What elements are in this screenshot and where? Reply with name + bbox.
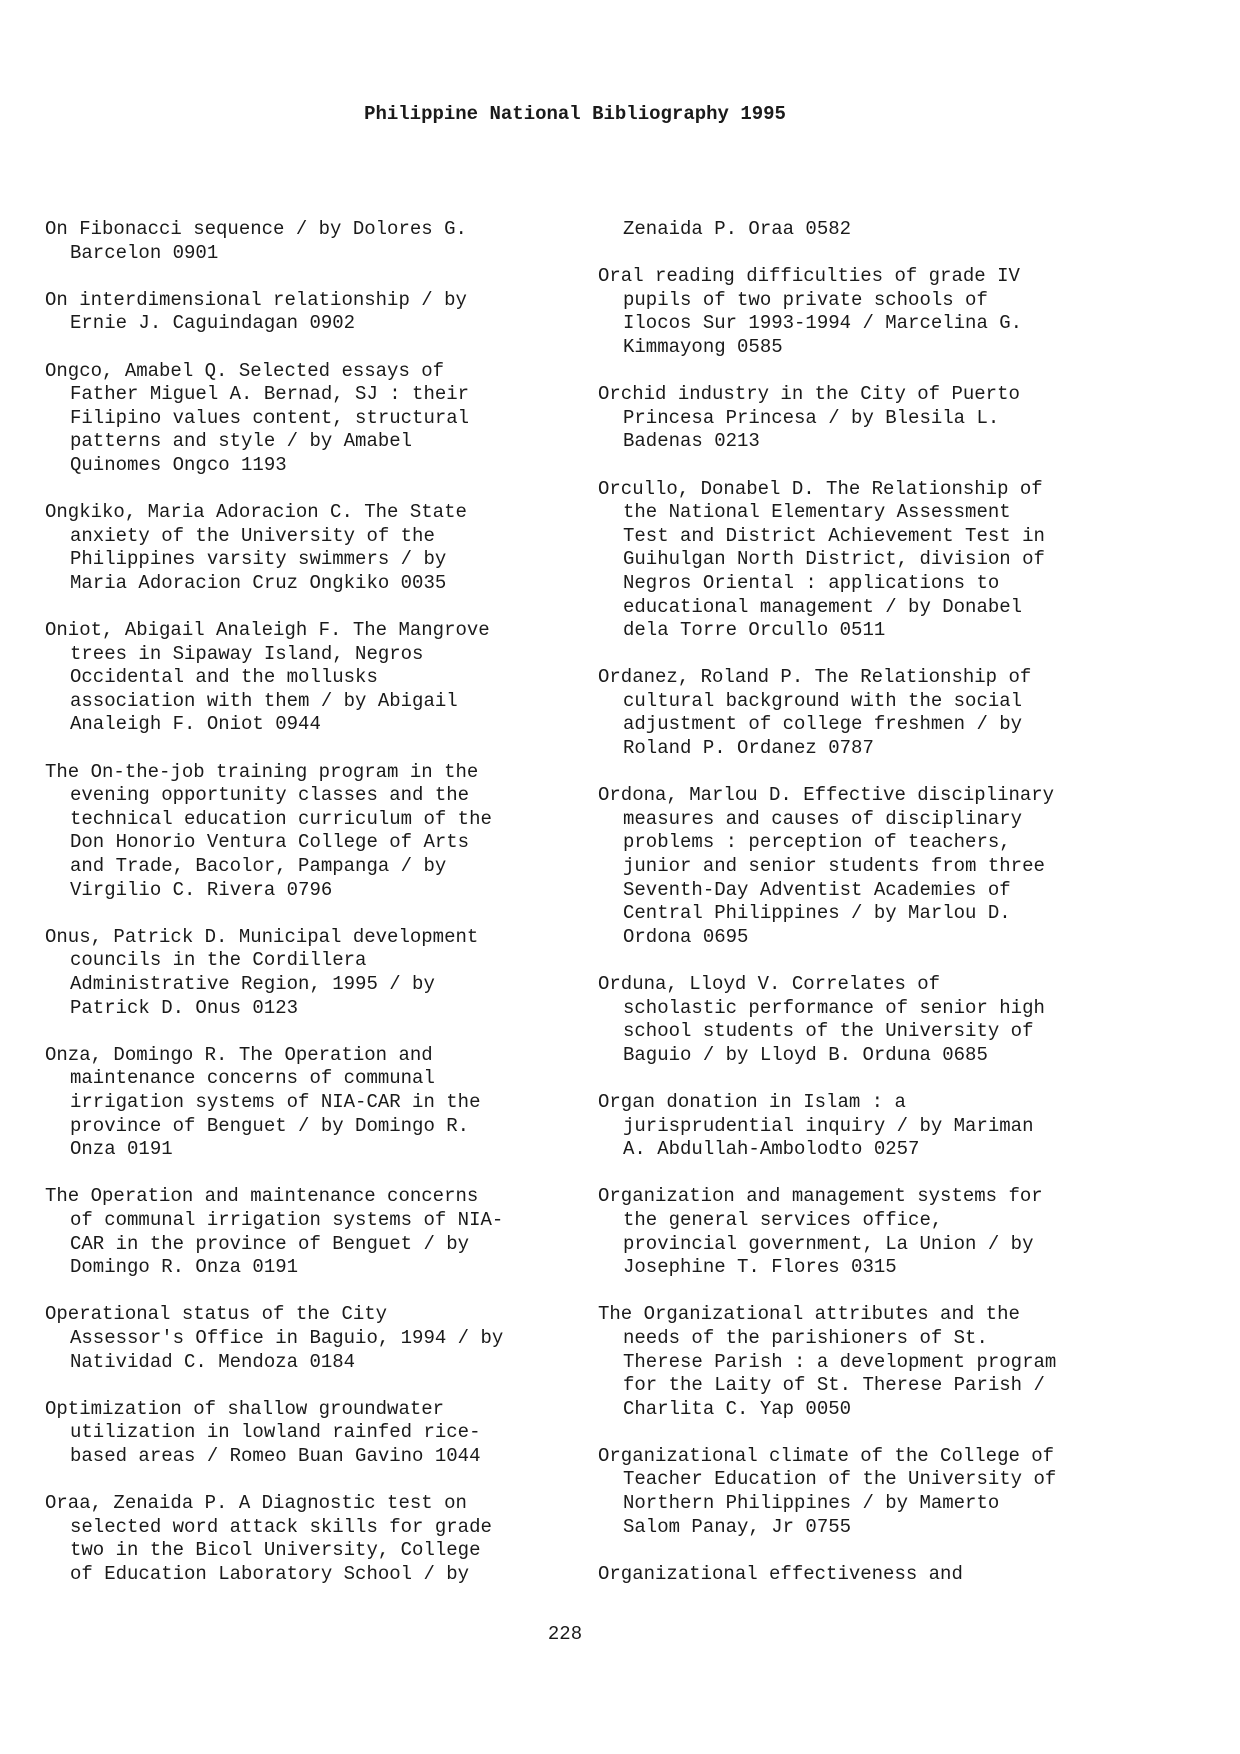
bibliography-entry bbox=[598, 383, 1138, 454]
entry-continuation-line: of communal irrigation systems of NIA- bbox=[70, 1208, 504, 1231]
entry-continuation-line: the National Elementary Assessment bbox=[623, 501, 1011, 524]
entry-heading-line: Ongkiko, Maria Adoracion C. The State bbox=[45, 501, 467, 524]
entry-heading-line: Organ donation in Islam : a bbox=[598, 1090, 906, 1113]
entry-continuation-line: Ordona 0695 bbox=[623, 925, 749, 948]
entry-continuation-line: Salom Panay, Jr 0755 bbox=[623, 1515, 852, 1538]
entry-continuation-line: educational management / by Donabel bbox=[623, 595, 1023, 618]
page-number: 228 bbox=[547, 1623, 583, 1645]
bibliography-entry bbox=[45, 1044, 585, 1162]
entry-continuation-line: for the Laity of St. Therese Parish / bbox=[623, 1374, 1045, 1397]
entry-continuation-line: anxiety of the University of the bbox=[70, 524, 435, 547]
entry-continuation-line: Don Honorio Ventura College of Arts bbox=[70, 831, 470, 854]
entry-heading-line: The Operation and maintenance concerns bbox=[45, 1185, 479, 1208]
bibliography-entry bbox=[598, 666, 1138, 760]
entry-continuation-line: provincial government, La Union / by bbox=[623, 1232, 1034, 1255]
bibliography-entry bbox=[598, 1185, 1138, 1279]
entry-continuation-line: Administrative Region, 1995 / by bbox=[70, 973, 435, 995]
bibliography-entry bbox=[598, 1445, 1138, 1539]
entry-continuation-line: utilization in lowland rainfed rice- bbox=[70, 1421, 481, 1444]
bibliography-entry bbox=[598, 1563, 1138, 1587]
entry-continuation-line: Kimmayong 0585 bbox=[623, 335, 783, 358]
entry-continuation-line: junior and senior students from three bbox=[623, 855, 1045, 878]
entry-continuation-line: jurisprudential inquiry / by Mariman bbox=[623, 1114, 1034, 1137]
entry-continuation-line: Negros Oriental : applications to bbox=[623, 571, 1000, 594]
bibliography-entry bbox=[45, 1492, 585, 1586]
entry-continuation-line: Ernie J. Caguindagan 0902 bbox=[70, 312, 356, 335]
entry-continuation-line: needs of the parishioners of St. bbox=[623, 1326, 988, 1349]
entry-continuation-line: problems : perception of teachers, bbox=[623, 831, 1011, 854]
entry-continuation-line: Quinomes Ongco 1193 bbox=[70, 453, 287, 476]
entry-continuation-line: Charlita C. Yap 0050 bbox=[623, 1397, 852, 1420]
bibliography-column-left bbox=[45, 218, 585, 1610]
entry-heading-line: Ordona, Marlou D. Effective disciplinary bbox=[598, 784, 1055, 807]
entry-heading-line: Organization and management systems for bbox=[598, 1185, 1043, 1208]
bibliography-entry bbox=[598, 1091, 1138, 1162]
entry-heading-line: Ongco, Amabel Q. Selected essays of bbox=[45, 359, 445, 382]
entry-heading-line: Orchid industry in the City of Puerto bbox=[598, 383, 1020, 406]
entry-continuation-line: patterns and style / by Amabel bbox=[70, 430, 413, 453]
entry-continuation-line: Patrick D. Onus 0123 bbox=[70, 996, 299, 1019]
bibliography-entry bbox=[45, 501, 585, 595]
entry-continuation-line: technical education curriculum of the bbox=[70, 807, 492, 830]
entry-continuation-line: Northern Philippines / by Mamerto bbox=[623, 1492, 1000, 1515]
entry-continuation-line: Filipino values content, structural bbox=[70, 406, 470, 429]
entry-heading-line: Ordanez, Roland P. The Relationship of bbox=[598, 666, 1032, 689]
entry-continuation-line: school students of the University of bbox=[623, 1020, 1034, 1043]
bibliography-entry bbox=[598, 973, 1138, 1067]
entry-heading-line: Organizational climate of the College of bbox=[598, 1444, 1055, 1467]
entry-continuation-line: two in the Bicol University, College bbox=[70, 1539, 481, 1562]
entry-heading-line: Orcullo, Donabel D. The Relationship of bbox=[598, 477, 1043, 500]
entry-heading-line: Oraa, Zenaida P. A Diagnostic test on bbox=[45, 1492, 467, 1515]
entry-continuation-line: dela Torre Orcullo 0511 bbox=[623, 619, 886, 642]
entry-continuation-line: Roland P. Ordanez 0787 bbox=[623, 737, 874, 760]
bibliography-entry bbox=[45, 218, 585, 265]
entry-continuation-line: Analeigh F. Oniot 0944 bbox=[70, 713, 321, 736]
entry-continuation-line: selected word attack skills for grade bbox=[70, 1515, 492, 1538]
entry-continuation-line: A. Abdullah-Ambolodto 0257 bbox=[623, 1138, 920, 1161]
bibliography-entry bbox=[45, 619, 585, 737]
entry-continuation-line: Therese Parish : a development program bbox=[623, 1350, 1057, 1373]
entry-continuation-line: Central Philippines / by Marlou D. bbox=[623, 902, 1011, 925]
entry-heading-line: Onza, Domingo R. The Operation and bbox=[45, 1043, 433, 1066]
entry-continuation-line: Virgilio C. Rivera 0796 bbox=[70, 878, 333, 901]
entry-heading-line: Oral reading difficulties of grade IV bbox=[598, 265, 1020, 288]
entry-continuation-line: based areas / Romeo Buan Gavino 1044 bbox=[70, 1444, 481, 1467]
bibliography-entry bbox=[598, 1303, 1138, 1421]
bibliography-entry bbox=[45, 1398, 585, 1469]
bibliography-entry bbox=[598, 784, 1138, 949]
bibliography-column-right bbox=[598, 218, 1138, 1610]
entry-continuation-line: Seventh-Day Adventist Academies of bbox=[623, 878, 1011, 901]
bibliography-entry bbox=[45, 1185, 585, 1279]
bibliography-entry bbox=[45, 289, 585, 336]
entry-continuation-line: Zenaida P. Oraa 0582 bbox=[623, 218, 852, 240]
entry-continuation-line: Philippines varsity swimmers / by bbox=[70, 548, 447, 571]
entry-continuation-line: measures and causes of disciplinary bbox=[623, 807, 1023, 830]
bibliography-entry bbox=[45, 761, 585, 903]
entry-continuation-line: evening opportunity classes and the bbox=[70, 784, 470, 807]
entry-continuation-line: Baguio / by Lloyd B. Orduna 0685 bbox=[623, 1043, 988, 1066]
entry-continuation-line: trees in Sipaway Island, Negros bbox=[70, 642, 424, 665]
entry-continuation-line: Father Miguel A. Bernad, SJ : their bbox=[70, 383, 470, 406]
entry-heading-line: The On-the-job training program in the bbox=[45, 760, 479, 783]
entry-continuation-line: Princesa Princesa / by Blesila L. bbox=[623, 406, 1000, 429]
entry-continuation-line: Test and District Achievement Test in bbox=[623, 524, 1045, 547]
entry-continuation-line: Maria Adoracion Cruz Ongkiko 0035 bbox=[70, 571, 447, 594]
entry-continuation-line: the general services office, bbox=[623, 1208, 943, 1231]
entry-continuation-line: Badenas 0213 bbox=[623, 430, 760, 453]
entry-continuation-line: of Education Laboratory School / by bbox=[70, 1562, 470, 1585]
entry-continuation-line: maintenance concerns of communal bbox=[70, 1067, 435, 1090]
entry-heading-line: The Organizational attributes and the bbox=[598, 1303, 1020, 1326]
entry-heading-line: On Fibonacci sequence / by Dolores G. bbox=[45, 218, 467, 240]
bibliography-entry bbox=[45, 926, 585, 1020]
entry-continuation-line: scholastic performance of senior high bbox=[623, 996, 1045, 1019]
entry-continuation-line: irrigation systems of NIA-CAR in the bbox=[70, 1090, 481, 1113]
bibliography-entry bbox=[598, 218, 1138, 242]
entry-continuation-line: province of Benguet / by Domingo R. bbox=[70, 1114, 470, 1137]
entry-heading-line: Oniot, Abigail Analeigh F. The Mangrove bbox=[45, 619, 490, 642]
bibliography-entry bbox=[598, 265, 1138, 359]
entry-heading-line: On interdimensional relationship / by bbox=[45, 288, 467, 311]
entry-heading-line: Organizational effectiveness and bbox=[598, 1562, 963, 1585]
entry-continuation-line: Domingo R. Onza 0191 bbox=[70, 1256, 299, 1279]
entry-continuation-line: Josephine T. Flores 0315 bbox=[623, 1256, 897, 1279]
page-title: Philippine National Bibliography 1995 bbox=[364, 103, 786, 125]
entry-heading-line: Optimization of shallow groundwater bbox=[45, 1397, 445, 1420]
entry-continuation-line: Natividad C. Mendoza 0184 bbox=[70, 1350, 356, 1373]
entry-continuation-line: adjustment of college freshmen / by bbox=[623, 713, 1023, 736]
bibliography-entry bbox=[45, 1303, 585, 1374]
entry-continuation-line: and Trade, Bacolor, Pampanga / by bbox=[70, 855, 447, 878]
entry-continuation-line: Assessor's Office in Baguio, 1994 / by bbox=[70, 1326, 504, 1349]
entry-heading-line: Orduna, Lloyd V. Correlates of bbox=[598, 973, 941, 995]
entry-continuation-line: Barcelon 0901 bbox=[70, 241, 219, 264]
entry-continuation-line: Occidental and the mollusks bbox=[70, 666, 378, 689]
entry-heading-line: Operational status of the City bbox=[45, 1303, 388, 1326]
entry-continuation-line: councils in the Cordillera bbox=[70, 949, 367, 972]
entry-heading-line: Onus, Patrick D. Municipal development bbox=[45, 925, 479, 948]
entry-continuation-line: Teacher Education of the University of bbox=[623, 1468, 1057, 1491]
bibliography-entry bbox=[598, 478, 1138, 643]
entry-continuation-line: pupils of two private schools of bbox=[623, 288, 988, 311]
entry-continuation-line: cultural background with the social bbox=[623, 689, 1023, 712]
entry-continuation-line: CAR in the province of Benguet / by bbox=[70, 1232, 470, 1255]
entry-continuation-line: Onza 0191 bbox=[70, 1138, 173, 1161]
entry-continuation-line: Ilocos Sur 1993-1994 / Marcelina G. bbox=[623, 312, 1023, 335]
entry-continuation-line: association with them / by Abigail bbox=[70, 689, 458, 712]
bibliography-entry bbox=[45, 360, 585, 478]
entry-continuation-line: Guihulgan North District, division of bbox=[623, 548, 1045, 571]
